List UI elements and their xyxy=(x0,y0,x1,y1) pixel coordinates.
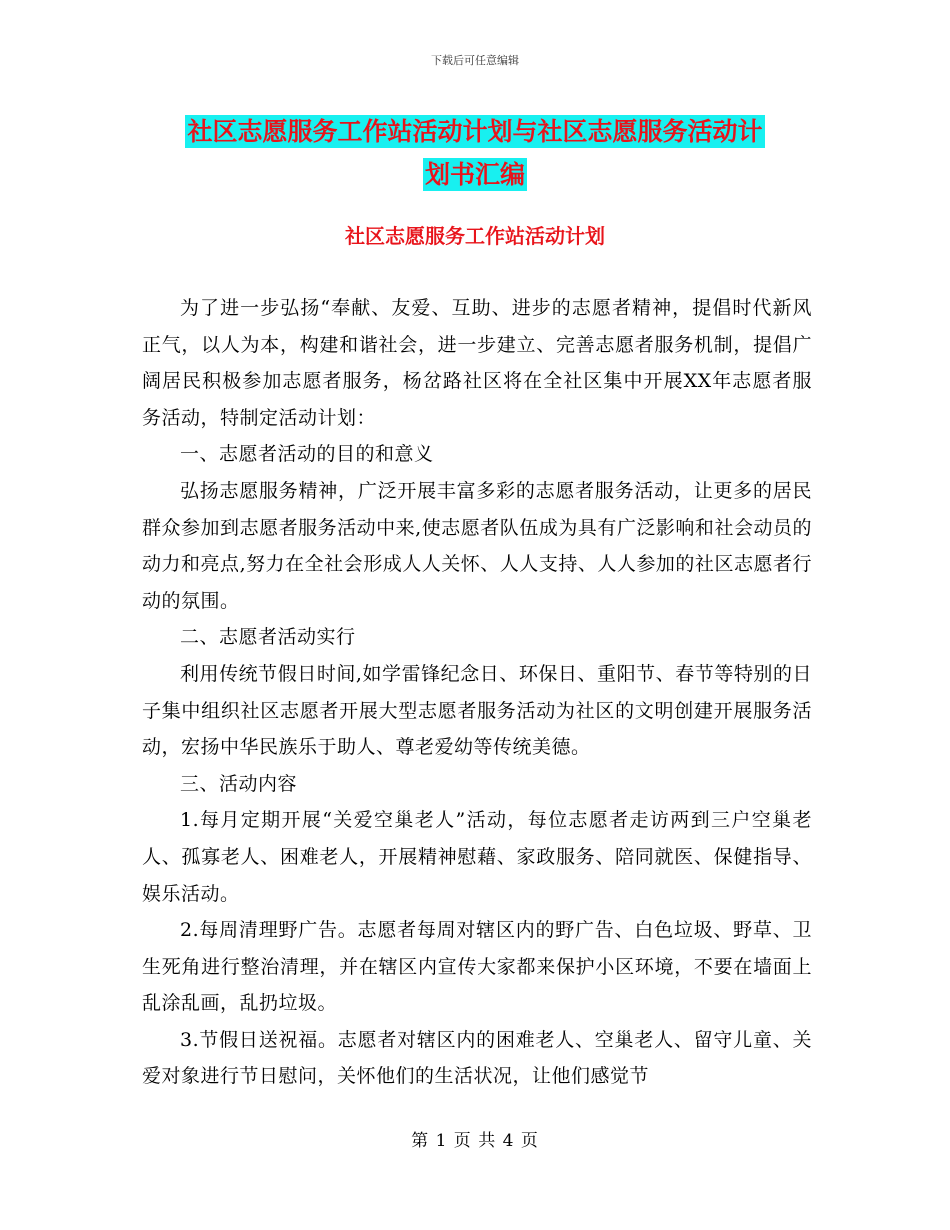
document-title-line-2: 划书汇编 xyxy=(424,160,525,189)
implementation-paragraph: 利用传统节假日时间,如学雷锋纪念日、环保日、重阳节、春节等特别的日子集中组织社区志愿者开展大型志愿者服务活动为社区的文明创建开展服务活动，宏扬中华民族乐于助人、尊老爱幼等传统美德。 xyxy=(142,662,812,759)
document-title-line-1: 社区志愿服务工作站活动计划与社区志愿服务活动计 xyxy=(187,117,763,146)
content-item-2: 2.每周清理野广告。志愿者每周对辖区内的野广告、白色垃圾、野草、卫生死角进行整治清理，并在辖区内宣传大家都来保护小区环境，不要在墙面上乱涂乱画，乱扔垃圾。 xyxy=(142,919,812,1015)
page-header: 下载后可任意编辑 xyxy=(431,54,519,67)
heading-purpose: 一、志愿者活动的目的和意义 xyxy=(180,443,434,466)
purpose-paragraph: 弘扬志愿服务精神，广泛开展丰富多彩的志愿者服务活动，让更多的居民群众参加到志愿者服务活动中来,使志愿者队伍成为具有广泛影响和社会动员的动力和亮点,努力在全社会形成人人关怀、人人支持、人人参加的社区志愿者行动的氛围。 xyxy=(142,479,812,612)
page-number: 第 1 页 共 4 页 xyxy=(411,1131,539,1151)
content-item-1: 1.每月定期开展“关爱空巢老人”活动，每位志愿者走访两到三户空巢老人、孤寡老人、困难老人，开展精神慰藉、家政服务、陪同就医、保健指导、娱乐活动。 xyxy=(142,809,812,905)
document-title xyxy=(140,110,810,196)
document-body xyxy=(142,290,812,1095)
content-item-3: 3.节假日送祝福。志愿者对辖区内的困难老人、空巢老人、留守儿童、关爱对象进行节日慰问，关怀他们的生活状况，让他们感觉节 xyxy=(142,1028,812,1088)
heading-implementation: 二、志愿者活动实行 xyxy=(180,626,356,649)
heading-content: 三、活动内容 xyxy=(180,772,298,795)
intro-paragraph: 为了进一步弘扬“奉献、友爱、互助、进步的志愿者精神，提倡时代新风正气，以人为本，构建和谐社会，进一步建立、完善志愿者服务机制，提倡广阔居民积极参加志愿者服务，杨岔路社区将在全社区集中开展XX年志愿者服务活动，特制定活动计划： xyxy=(142,297,812,429)
section-title: 社区志愿服务工作站活动计划 xyxy=(345,224,605,248)
